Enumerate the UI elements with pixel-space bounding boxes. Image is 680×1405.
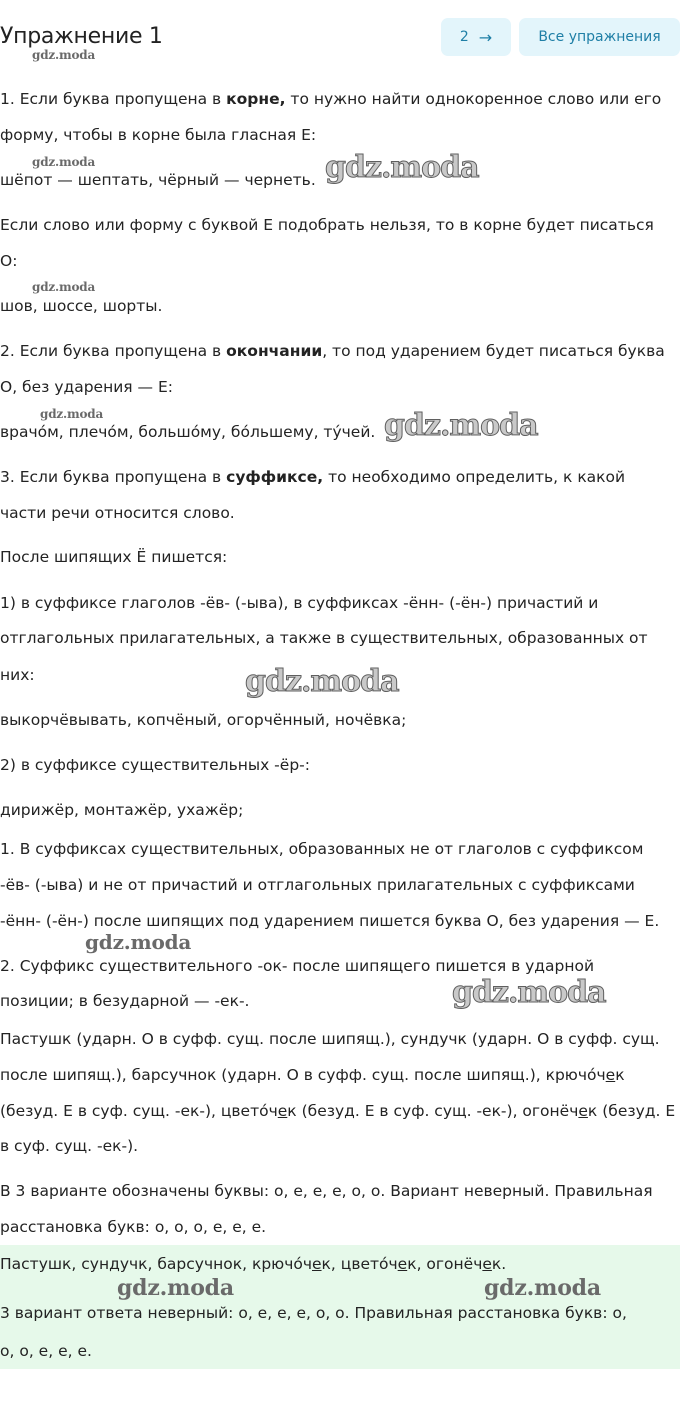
rule2-example: врачо́м, плечо́м, большо́му, бо́льшему, ту́чей. (0, 423, 376, 441)
variant-line-1: В 3 варианте обозначены буквы: о, е, е, е, о, о. Вариант неверный. Правильная (0, 1182, 653, 1200)
rule3-item1-example: выкорчёвывать, копчёный, огорчённый, ночёвка; (0, 711, 407, 729)
watermark: gdz.moda (85, 930, 192, 954)
rule1-paragraph: 1. Если буква пропущена в корне, то нужно найти однокоренное слово или его (0, 90, 662, 108)
rule1-paragraph-cont: форму, чтобы в корне была гласная Е: (0, 126, 317, 144)
rule3-paragraph: 3. Если буква пропущена в суффиксе, то необходимо определить, к какой (0, 468, 626, 486)
rule3-item2: 2) в суффиксе существительных -ёр-: (0, 756, 310, 774)
watermark: gdz.moda (245, 664, 399, 699)
rule3-after-sibilants: После шипящих Ё пишется: (0, 548, 228, 566)
rule3-item1-cont: отглагольных прилагательных, а также в существительных, образованных от (0, 629, 648, 647)
watermark: gdz.moda (384, 408, 538, 443)
watermark: gdz.moda (32, 280, 96, 294)
watermark: gdz.moda (325, 150, 479, 185)
rule2-paragraph-cont: О, без ударения — Е: (0, 378, 173, 396)
rule3-note2: 2. Суффикс существительного -ок- после шипящего пишется в ударной (0, 957, 595, 975)
next-exercise-button[interactable] (441, 18, 511, 56)
rule3-note2-cont: позиции; в безударной — -ек-. (0, 992, 250, 1010)
watermark: gdz.moda (40, 407, 104, 421)
watermark: gdz.moda (452, 975, 606, 1010)
rule3-paragraph-cont: части речи относится слово. (0, 504, 235, 522)
watermark: gdz.moda (32, 48, 96, 62)
answer-line-3: о, о, е, е, е. (0, 1342, 92, 1360)
analysis-line-3: (безуд. Е в суф. сущ. -ек-), цвето́чек (безуд. Е в суф. сущ. -ек-), огонёчек (безуд. Е (0, 1102, 676, 1120)
watermark: gdz.moda (484, 1275, 601, 1301)
variant-line-2: расстановка букв: о, о, о, е, е, е. (0, 1218, 267, 1236)
next-exercise-label: 2 (459, 29, 469, 45)
rule3-item1: 1) в суффиксе глаголов -ёв- (-ыва), в суффиксах -ённ- (-ён-) причастий и (0, 594, 599, 612)
rule3-note1-cont-2: -ённ- (-ён-) после шипящих под ударением пишется буква О, без ударения — Е. (0, 912, 660, 930)
rule1-paragraph-2-cont: О: (0, 252, 18, 270)
page-title: Упражнение 1 (0, 24, 163, 49)
header (0, 18, 680, 58)
arrow-right-icon: → (478, 27, 493, 47)
rule1-paragraph-2: Если слово или форму с буквой Е подобрать нельзя, то в корне будет писаться (0, 216, 654, 234)
analysis-line-1: Пастушк (ударн. О в суфф. сущ. после шипящ.), сундучк (ударн. О в суфф. сущ. (0, 1030, 660, 1048)
all-exercises-button[interactable]: Все упражнения (519, 18, 680, 56)
watermark: gdz.moda (32, 155, 96, 169)
rule3-note1-cont: -ёв- (-ыва) и не от причастий и отглагольных прилагательных с суффиксами (0, 876, 635, 894)
answer-line-1: Пастушк, сундучк, барсучнок, крючо́чек, цвето́чек, огонёчек. (0, 1255, 507, 1273)
rule3-item1-cont-2: них: (0, 666, 35, 684)
rule1-example: шёпот — шептать, чёрный — чернеть. (0, 171, 316, 189)
analysis-line-4: в суф. сущ. -ек-). (0, 1137, 139, 1155)
rule3-note1: 1. В суффиксах существительных, образованных не от глаголов с суффиксом (0, 840, 644, 858)
analysis-line-2: после шипящ.), барсучнок (ударн. О в суфф. сущ. после шипящ.), крючо́чек (0, 1066, 625, 1084)
answer-line-2: 3 вариант ответа неверный: о, е, е, е, о, о. Правильная расстановка букв: о, (0, 1304, 627, 1322)
rule2-paragraph: 2. Если буква пропущена в окончании, то под ударением будет писаться буква (0, 342, 665, 360)
rule1-example-2: шов, шоссе, шорты. (0, 297, 163, 315)
rule3-item2-example: дирижёр, монтажёр, ухажёр; (0, 801, 244, 819)
watermark: gdz.moda (117, 1275, 234, 1301)
